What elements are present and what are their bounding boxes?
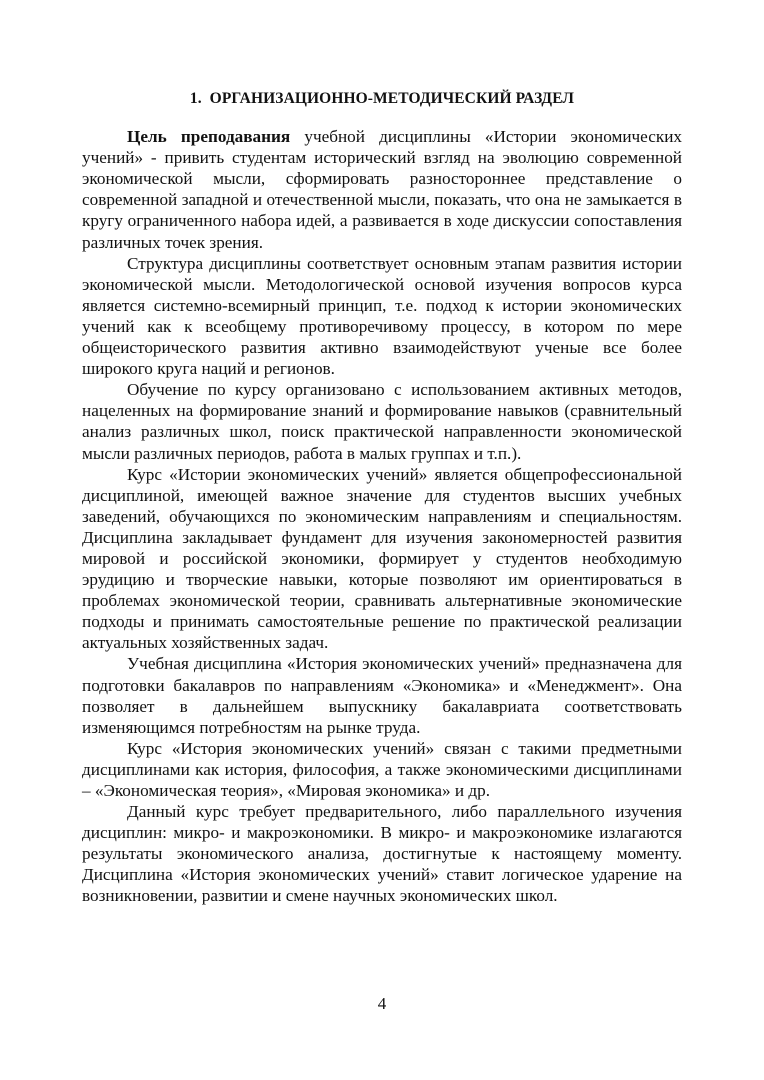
- paragraph-text: учебной дисциплины «Истории экономических учений» - привить студентам исторический взгляд на эволюцию современной экономической мысли, сформировать разностороннее представление о современной западной и отечественной мысли, показать, что она не замыкается в кругу ограниченного набора идей, а развивается в ходе дискуссии сопоставления различных точек зрения.: [82, 127, 683, 252]
- paragraph-structure: Структура дисциплины соответствует основным этапам развития истории экономической мысли. Методологической основой изучения вопросов курса является системно-всемирный принцип, т.е. подход к истории экономических учений как к всеобщему противоречивому процессу, в котором по мере общеисторического развития активно взаимодействуют ученые все более широкого круга наций и регионов.: [82, 253, 682, 379]
- page-content: [82, 88, 682, 907]
- paragraph-purpose: Учебная дисциплина «История экономических учений» предназначена для подготовки бакалавров по направлениям «Экономика» и «Менеджмент». Она позволяет в дальнейшем выпускнику бакалавриата соответствовать изменяющимся потребностям на рынке труда.: [82, 654, 682, 737]
- paragraph-links: Курс «История экономических учений» связан с такими предметными дисциплинами как история, философия, а также экономическими дисциплинами – «Экономическая теория», «Мировая экономика» и др.: [82, 738, 682, 800]
- paragraph-prerequisites: Данный курс требует предварительного, либо параллельного изучения дисциплин: микро- и макроэкономики. В микро- и макроэкономике излагаются результаты экономического анализа, достигнутые к настоящему моменту. Дисциплина «История экономических учений» ставит логическое ударение на возникновении, развитии и смене научных экономических школ.: [82, 802, 682, 906]
- paragraph-methods: Обучение по курсу организовано с использованием активных методов, нацеленных на формирование знаний и формирование навыков (сравнительный анализ различных школ, поиск практической направленности экономической мысли различных периодов, работа в малых группах и т.п.).: [82, 380, 682, 463]
- paragraph-lead: Цель преподавания: [127, 127, 291, 147]
- paragraph-goal: [82, 126, 682, 253]
- paragraph-course: Курс «Истории экономических учений» является общепрофессиональной дисциплиной, имеющей важное значение для студентов высших учебных заведений, обучающихся по экономическим направлениям и специальностям. Дисциплина закладывает фундамент для изучения закономерностей развития мировой и российской экономики, формирует у студентов необходимую эрудицию и творческие навыки, которые позволяют им ориентироваться в проблемах экономической теории, сравнивать альтернативные экономические подходы и принимать самостоятельные решение по практической реализации актуальных хозяйственных задач.: [82, 464, 682, 653]
- page-number: 4: [377, 994, 387, 1013]
- section-heading: 1. ОРГАНИЗАЦИОННО-МЕТОДИЧЕСКИЙ РАЗДЕЛ: [189, 90, 575, 107]
